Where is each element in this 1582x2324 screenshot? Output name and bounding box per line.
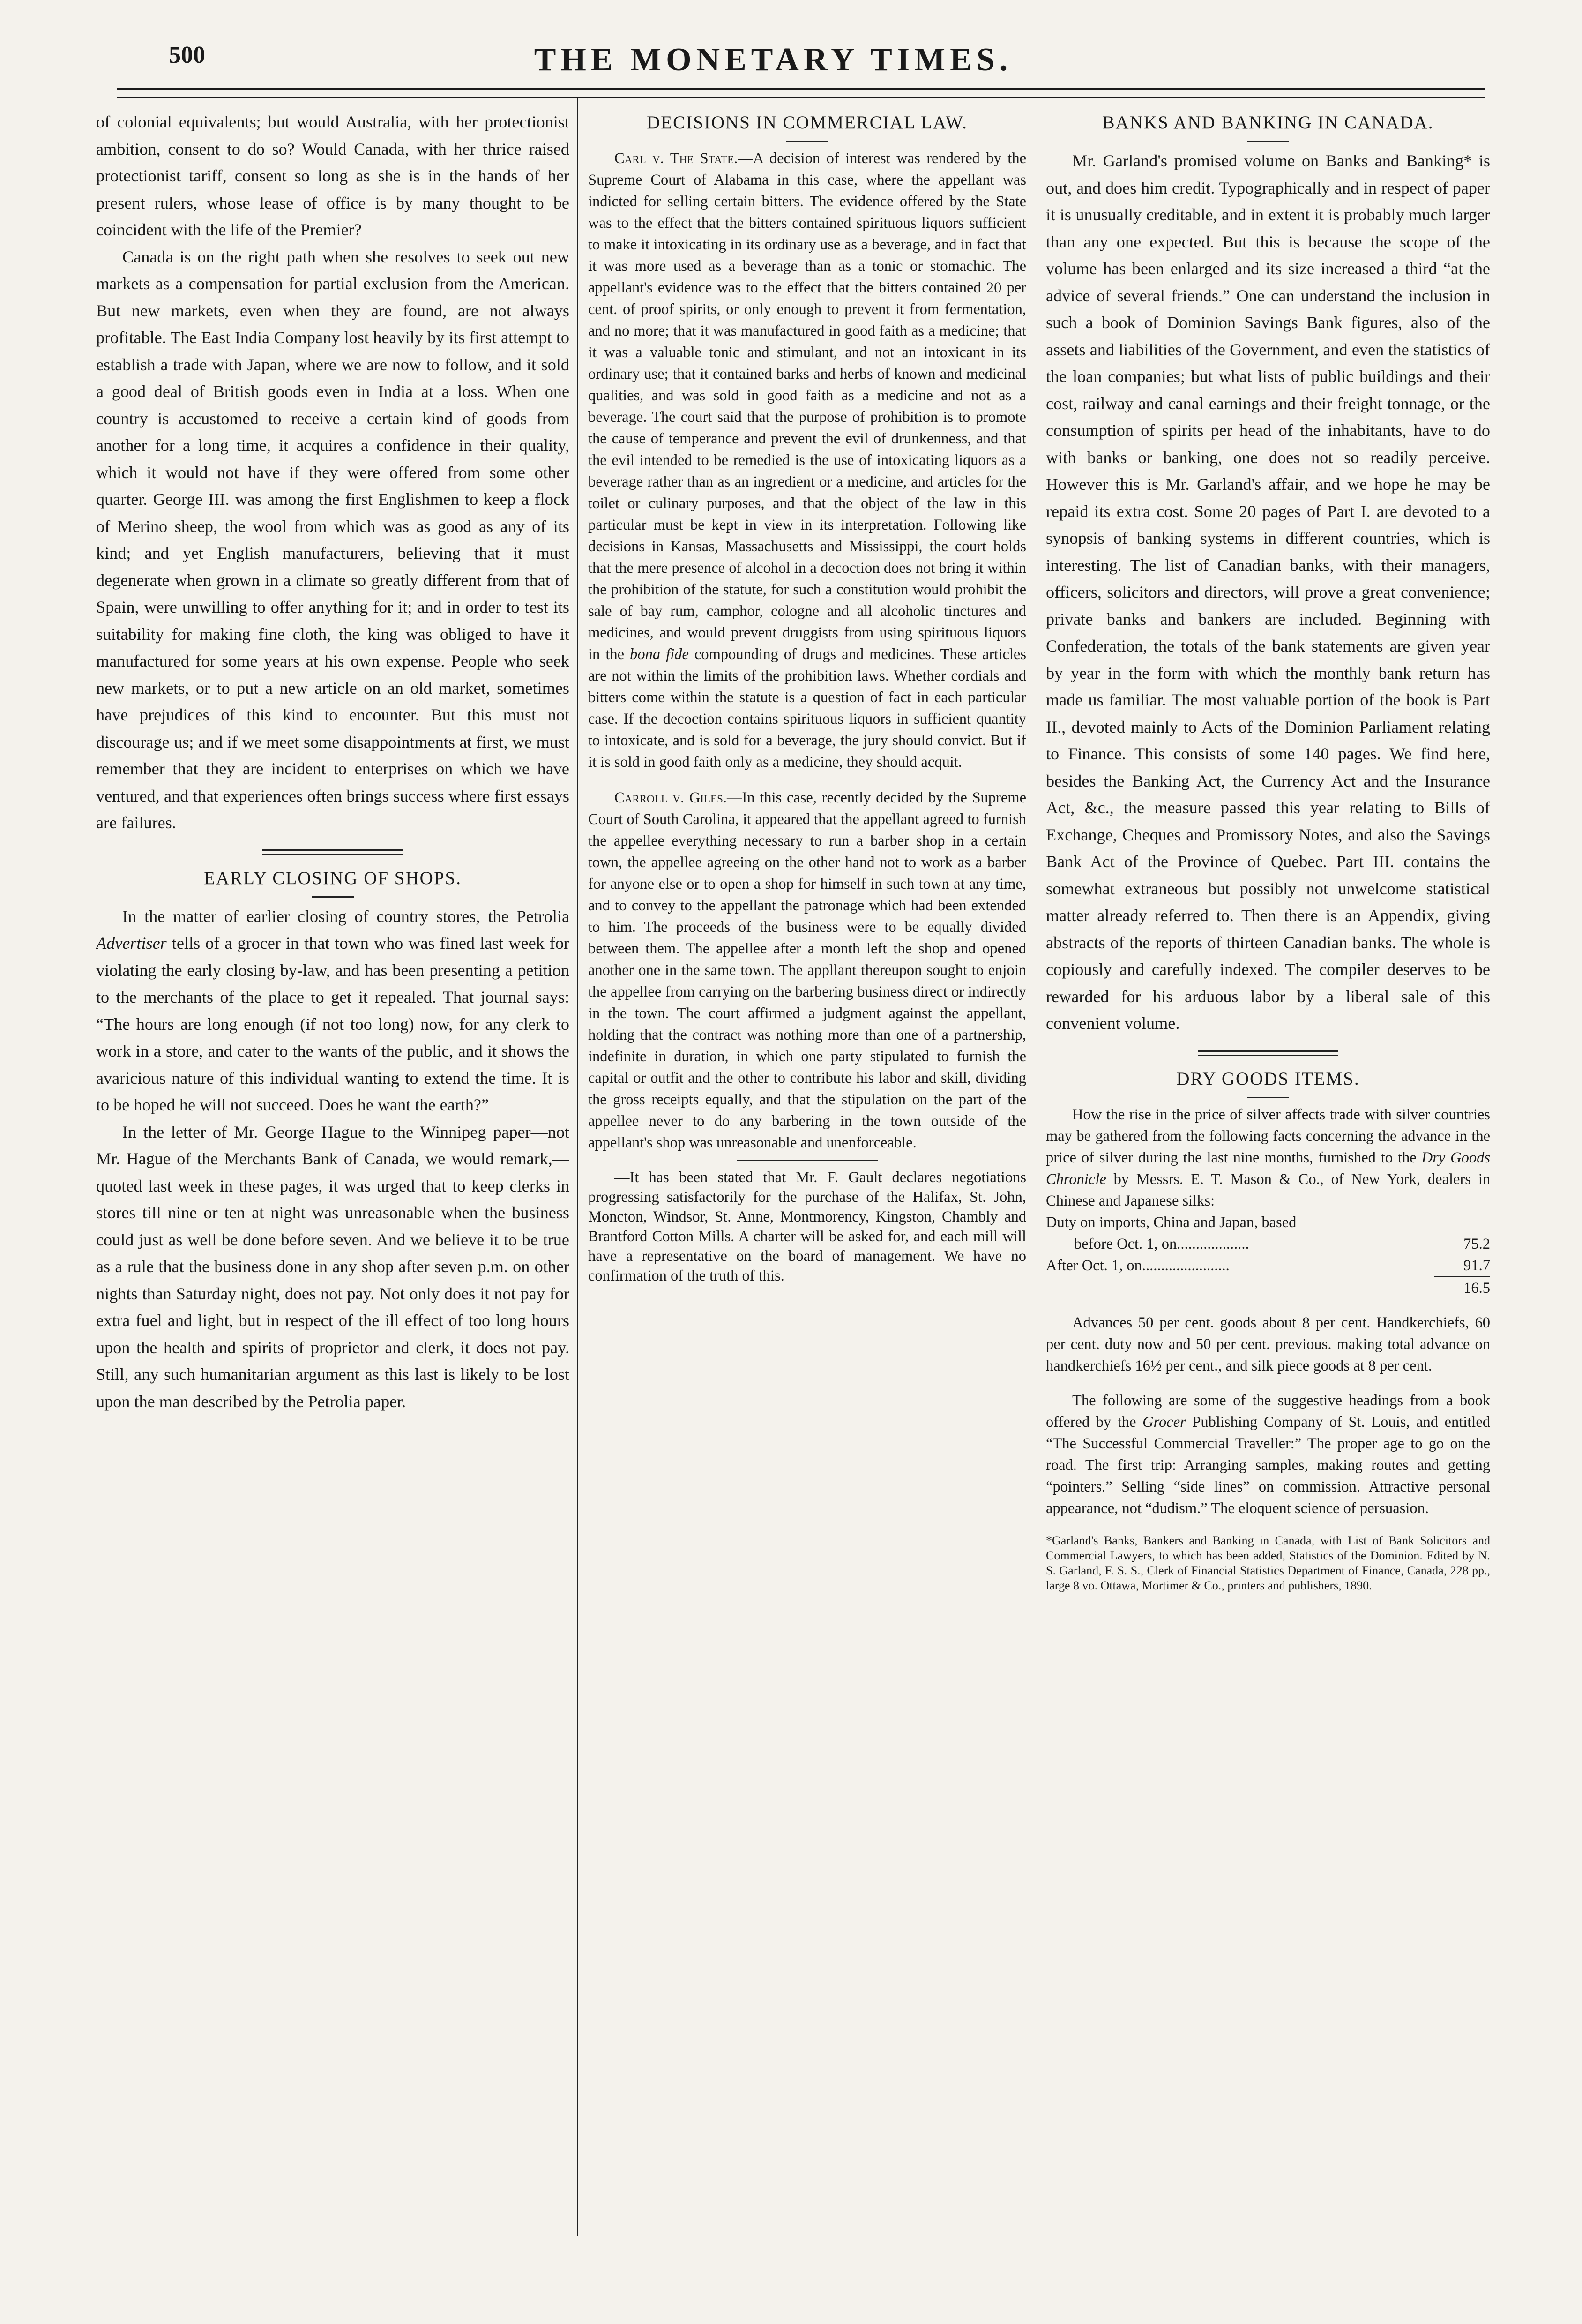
column-right: [1046, 109, 1490, 2237]
heading-rule: [312, 896, 354, 898]
paragraph: of colonial equivalents; but would Australia, with her protectionist ambition, consent to do so? Would Canada, with her thrice raised protectionist tariff, consent so long as she is in the hands of her present rulers, whose lease of office is by many thought to be coincident with the life of the Premier?: [96, 112, 569, 239]
table-row: After Oct. 1, on....................... 91.7: [1046, 1257, 1490, 1274]
case-paragraph: Carroll v. Giles.—In this case, recently decided by the Supreme Court of South Carolina, it appeared that the appellant agreed to furnish the appellee everything necessary to run a barber shop in a certain town, the appellee agreeing on the other hand not to work as a barber for anyone else or to open a shop for himself in such town at any time, and to convey to the appellant the patronage which had been extended to him. The proceeds of the business were to be equally divided between them. The appellee after a month left the shop and opened another one in the same town. The appllant thereupon sought to enjoin the appellee from carrying on the barbering business direct or indirectly in the town. The court affirmed a judgment against the appellant, holding that the contract was nothing more than one of a partnership, indefinite in duration, in which one party stipulated to furnish the capital or outfit and the other to contribute his labor and skill, dividing the gross receipts equally, and that the stipulation on the part of the appellee never to do any barbering in the town outside of the appellant's shop was unreasonable and unenforceable.: [588, 789, 1026, 1151]
section-rule: [262, 849, 403, 855]
header-rule: [117, 88, 1485, 90]
section-rule: [1198, 1050, 1338, 1056]
header-rule-thin: [117, 97, 1485, 98]
case-paragraph: Carl v. The State.—A decision of interest was rendered by the Supreme Court of Alabama in this case, where the appellant was indicted for selling certain bitters. The evidence offered by the State was to the effect that the bitters contained spirituous liquors sufficient to make it intoxicating in its ordinary use as a beverage, and in fact that it was more used as a beverage than as a tonic or stomachic. The appellant's evidence was to the effect that the bitters contained 20 per cent. of proof spirits, or only enough to prevent it from fermentation, and no more; that it was manufactured in good faith as a medicine; that it was a valuable tonic and stimulant, and not an intoxicant in its ordinary use; that it contained barks and herbs of known and medicinal qualities, and was sold in good faith as a medicine and not as a beverage. The court said that the purpose of prohibition is to promote the cause of temperance and prevent the evil of drunkenness, and that the evil intended to be remedied is the use of intoxicating liquors as a beverage rather than as an ingredient or a medicine, and articles for the toilet or culinary purposes, and that the object of the law in this particular must be kept in view in its interpretation. Following like decisions in Kansas, Massachusetts and Mississippi, the court holds that the mere presence of alcohol in a decoction does not bring it within the prohibition of the statute, for such a constitution would prohibit the sale of bay rum, camphor, cologne and all alcoholic tinctures and medicines, and would prevent druggists from using spirituous liquors in the bona fide compounding of drugs and medicines. These articles are not within the limits of the prohibition laws. Whether cordials and bitters come within the statute is a question of fact in each particular case. If the decoction contains spirituous liquors in sufficient quantity to intoxicate, and is sold for a beverage, the jury should convict. But if it is sold in good faith only as a medicine, they should acquit.: [588, 150, 1026, 771]
paragraph: The following are some of the suggestive headings from a book offered by the Grocer Publishing Company of St. Louis, and entitled “The Successful Commercial Traveller:” The proper age to go on the road. The first trip: Arranging samples, making routes and getting “pointers.” Selling “side lines” on commission. Attractive personal appearance, not “dudism.” The eloquent science of persuasion.: [1046, 1392, 1490, 1517]
section-heading: DECISIONS IN COMMERCIAL LAW.: [647, 112, 968, 133]
column-middle: [588, 109, 1026, 2237]
column-divider: [577, 98, 578, 2236]
paragraph: Mr. Garland's promised volume on Banks and Banking* is out, and does him credit. Typographically and in respect of paper it is unusually creditable, and in extent it is probably much larger than any one expected. But this is because the scope of the volume has been enlarged and its size increased a third “at the advice of several friends.” One can understand the inclusion in such a book of Dominion Savings Bank figures, also of the assets and liabilities of the Government, and even the statistics of the loan companies; but what lists of public buildings and their cost, railway and canal earnings and their freight tonnage, or the consumption of spirits per head of the inhabitants, have to do with banks or banking, one does not so readily perceive. However this is Mr. Garland's affair, and we hope he may be repaid its extra cost. Some 20 pages of Part I. are devoted to a synopsis of banking systems in different countries, which is interesting. The list of Canadian banks, with their managers, officers, solicitors and directors, will prove a great convenience; private banks and bankers are included. Beginning with Confederation, the totals of the bank statements are given year by year in the form with which the monthly bank return has made us familiar. The most valuable portion of the book is Part II., devoted mainly to Acts of the Dominion Parliament relating to Finance. This consists of some 140 pages. We find here, besides the Banking Act, the Currency Act and the Insurance Act, &c., the measure passed this year relating to Bills of Exchange, Cheques and Promissory Notes, and also the Savings Bank Act of the Province of Quebec. Part III. contains the somewhat extraneous but possibly not unwelcome statistical matter already referred to. Then there is an Appendix, giving abstracts of the reports of thirteen Canadian banks. The whole is copiously and carefully indexed. The compiler deserves to be rewarded for his arduous labor by a liberal sale of this convenient volume.: [1046, 151, 1490, 1033]
footnote: *Garland's Banks, Bankers and Banking in Canada, with List of Bank Solicitors and Commercial Lawyers, to which has been added, Statistics of the Dominion. Edited by N. S. Garland, F. S. S., Clerk of Financial Statistics Department of Finance, Canada, 228 pp., large 8 vo. Ottawa, Mortimer & Co., printers and publishers, 1890.: [1046, 1529, 1490, 1593]
section-heading: EARLY CLOSING OF SHOPS.: [204, 868, 462, 888]
table-row: Duty on imports, China and Japan, based: [1046, 1214, 1297, 1231]
paragraph: How the rise in the price of silver affects trade with silver countries may be gathered from the following facts concerning the advance in the price of silver during the last nine months, furnished to the Dry Goods Chronicle by Messrs. E. T. Mason & Co., of New York, dealers in Chinese and Japanese silks:: [1046, 1106, 1490, 1209]
duty-table: [1046, 1212, 1490, 1299]
heading-rule: [1247, 141, 1289, 142]
paragraph: Advances 50 per cent. goods about 8 per cent. Handkerchiefs, 60 per cent. duty now and 50 per cent. previous. making total advance on handkerchiefs 16½ per cent., and silk piece goods at 8 per cent.: [1046, 1314, 1490, 1374]
section-heading: BANKS AND BANKING IN CANADA.: [1102, 112, 1434, 133]
page-number: 500: [169, 42, 205, 68]
column-left: [96, 109, 569, 2237]
paragraph: In the matter of earlier closing of country stores, the Petrolia Advertiser tells of a grocer in that town who was fined last week for violating the early closing by-law, and has been presenting a petition to the merchants of the place to get it repealed. That journal says: “The hours are long enough (if not too long) now, for any clerk to work in a store, and cater to the wants of the public, and it shows the avaricious nature of this individual wanting to extend the time. It is to be hoped he will not succeed. Does he want the earth?”: [96, 907, 569, 1114]
masthead-title: THE MONETARY TIMES.: [534, 42, 1013, 78]
note-paragraph: —It has been stated that Mr. F. Gault declares negotiations progressing satisfactorily for the purchase of the Halifax, St. John, Moncton, Windsor, St. Anne, Montmorency, Kingston, Chambly and Brantford Cotton Mills. A charter will be asked for, and each mill will have a representative on the board of management. We have no confirmation of the truth of this.: [588, 1169, 1026, 1284]
paragraph: Canada is on the right path when she resolves to seek out new markets as a compensation for partial exclusion from the American. But new markets, even when they are found, are not always profitable. The East India Company lost heavily by its first attempt to establish a trade with Japan, where we are now to follow, and it sold a good deal of British goods even in India at a loss. When one country is accustomed to receive a certain kind of goods from another for a long time, it acquires a confidence in their quality, which it would not have if they were offered from some other quarter. George III. was among the first Englishmen to keep a flock of Merino sheep, the wool from which was as good as any of its kind; and yet English manufacturers, believing that it must degenerate when grown in a climate so greatly different from that of Spain, were unwilling to offer anything for it; and in order to test its suitability for making fine cloth, the king was obliged to have it manufactured for some years at his own expense. People who seek new markets, or to put a new article on an old market, sometimes have prejudices of this kind to encounter. But this must not discourage us; and if we meet some disappointments at first, we must remember that they are incident to enterprises on which we have ventured, and that experiences often brings success where first essays are failures.: [96, 247, 569, 832]
table-row: before Oct. 1, on................... 75.2: [1074, 1235, 1490, 1252]
section-heading: DRY GOODS ITEMS.: [1176, 1068, 1360, 1089]
table-sum: 16.5: [1434, 1276, 1490, 1299]
heading-rule: [1247, 1097, 1289, 1098]
paragraph: In the letter of Mr. George Hague to the Winnipeg paper—not Mr. Hague of the Merchants Bank of Canada, we would remark,—quoted last week in these pages, it was urged that to keep clerks in stores till nine or ten at night was unreasonable when the business could just as well be done before seven. And we believe it to be true as a rule that the business done in any shop after seven p.m. on other nights than Saturday night, does not pay. Not only does it not pay for extra fuel and light, but in respect of the ill effect of too long hours upon the health and spirits of proprietor and clerk, it does not pay. Still, any such humanitarian argument as this last is likely to be lost upon the man described by the Petrolia paper.: [96, 1122, 569, 1411]
heading-rule: [786, 141, 828, 142]
separator-rule: [737, 1160, 878, 1161]
